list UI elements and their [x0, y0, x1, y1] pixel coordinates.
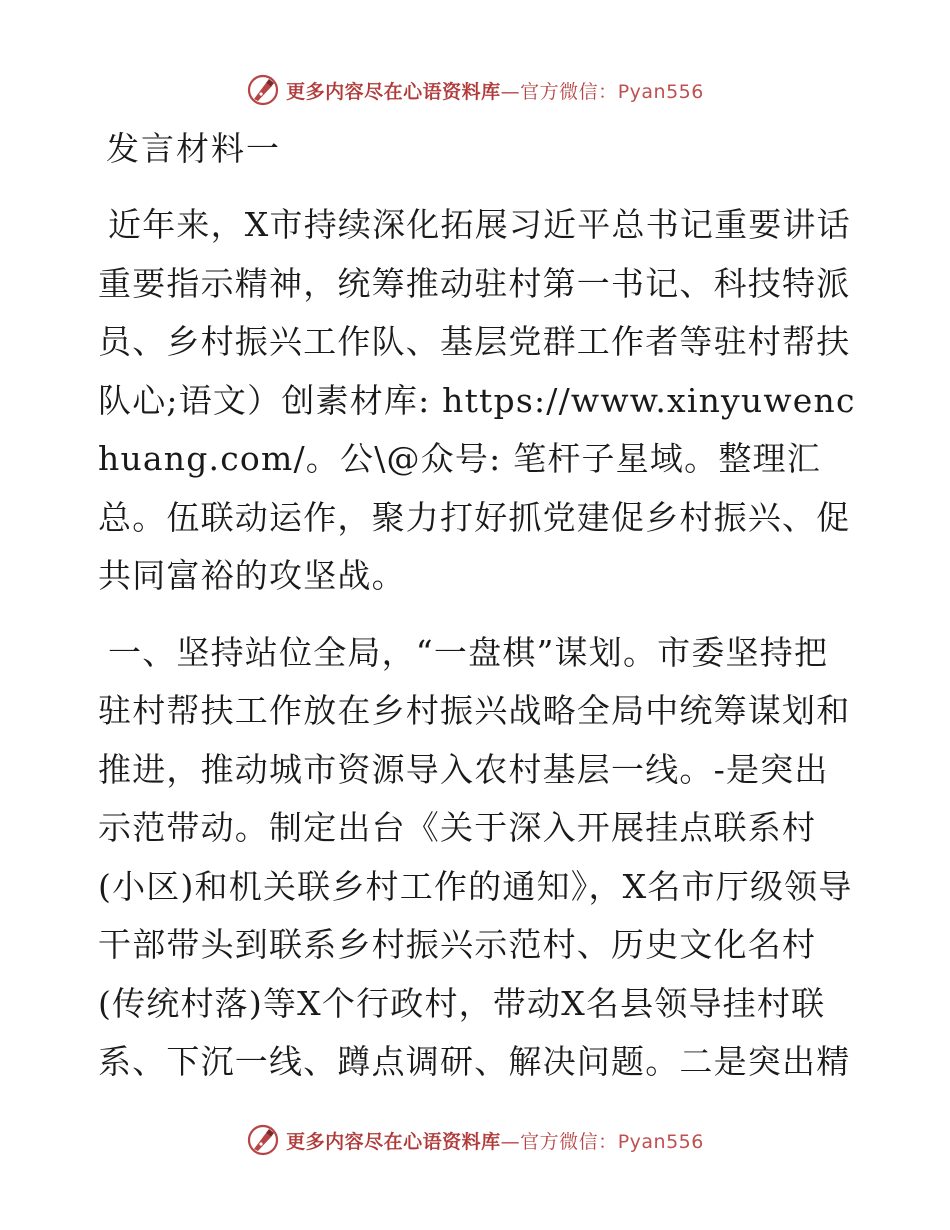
paragraph-intro: 近年来，X市持续深化拓展习近平总书记重要讲话重要指示精神，统筹推动驻村第一书记、科技特派员、乡村振兴工作队、基层党群工作者等驻村帮扶队心;语文）创素材库: https://www.xinyuwenchuang.com/。公\@众号: 笔杆子星域。整理汇总。伍联动运作，聚力打好抓党建促乡村振兴、促共同富裕的攻坚战。 [98, 205, 856, 595]
footer-banner [0, 1120, 950, 1160]
banner-label: 官方微信： [520, 1130, 618, 1153]
banner-brand: 更多内容尽在心语资料库 [286, 80, 501, 103]
document-title: 发言材料一 [106, 129, 281, 168]
banner-text [286, 77, 704, 104]
banner-separator: — [500, 1130, 521, 1153]
paragraph-section-one: 一、坚持站位全局，“一盘棋”谋划。市委坚持把驻村帮扶工作放在乡村振兴战略全局中统筹谋划和推进，推动城市资源导入农村基层一线。-是突出示范带动。制定出台《关于深入开展挂点联系村(小区)和机关联乡村工作的通知》，X名市厅级领导干部带头到联系乡村振兴示范村、历史文化名村(传统村落)等X个行政村，带动X名县领导挂村联系、下沉一线、蹲点调研、解决问题。二是突出精 [98, 632, 853, 1081]
banner-account: Pyan556 [617, 80, 704, 103]
banner-label: 官方微信： [520, 80, 618, 103]
header-banner [0, 70, 950, 110]
pen-nib-logo-icon [246, 73, 280, 107]
banner-separator: — [500, 80, 521, 103]
banner-brand: 更多内容尽在心语资料库 [286, 1130, 501, 1153]
pen-nib-logo-icon [246, 1123, 280, 1157]
banner-account: Pyan556 [617, 1130, 704, 1153]
banner-text [286, 1127, 704, 1154]
document-body [98, 120, 858, 1092]
